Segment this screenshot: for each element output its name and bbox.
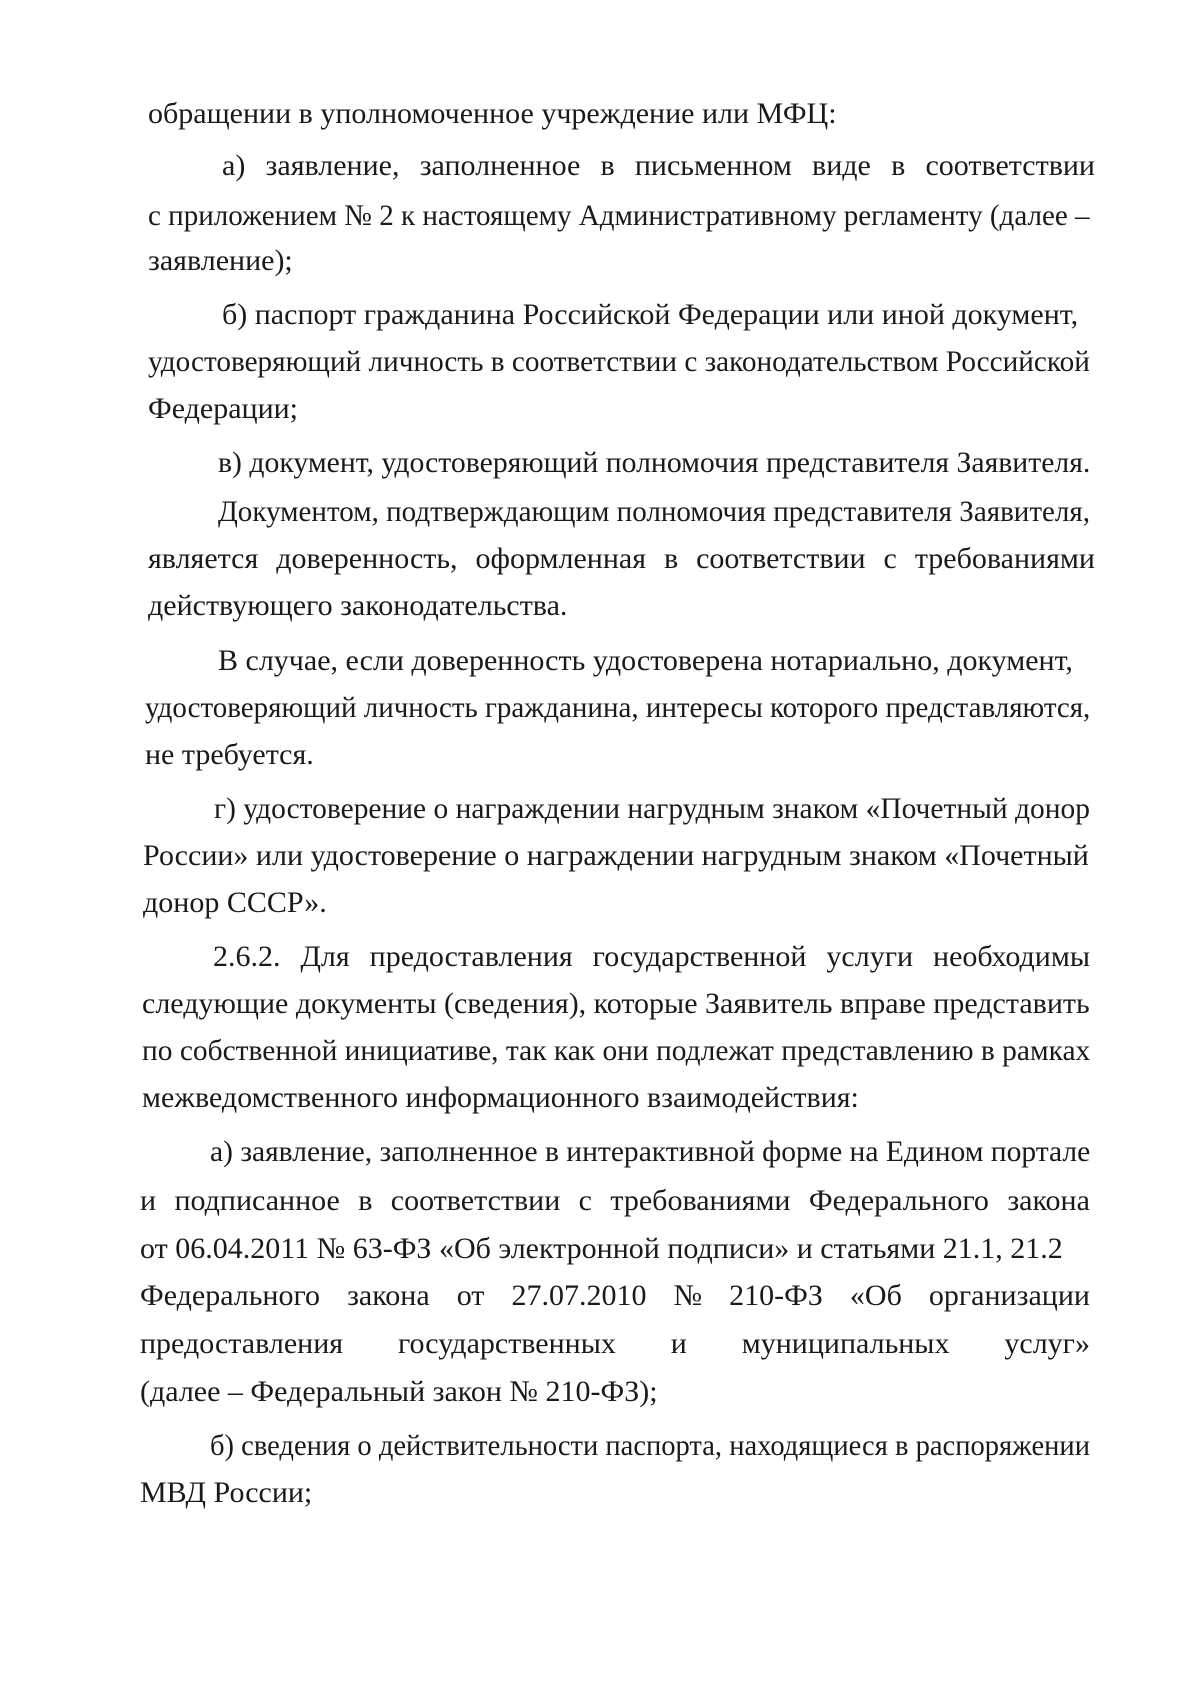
text-line: Федерации; xyxy=(148,392,299,425)
word: необходимы xyxy=(933,940,1090,973)
word: в xyxy=(891,149,906,182)
word: 2.6.2. xyxy=(213,940,281,973)
word: подписанное xyxy=(174,1184,340,1217)
word: доверенность, xyxy=(276,542,458,575)
word: является xyxy=(148,542,259,575)
word: 27.07.2010 xyxy=(511,1279,647,1312)
word: государственной xyxy=(592,940,807,973)
text-line: по собственной инициативе, так как они подлежат представлению в рамках xyxy=(142,1034,1091,1067)
text-line xyxy=(148,539,1095,579)
text-line: удостоверяющий личность в соответствии с законодательством Российской xyxy=(148,345,1090,378)
text-line: от 06.04.2011 № 63-ФЗ «Об электронной подписи» и статьями 21.1, 21.2 xyxy=(140,1232,1063,1265)
text-line: в) документ, удостоверяющий полномочия представителя Заявителя. xyxy=(218,446,1091,479)
word: соответствии xyxy=(390,1184,561,1217)
word: закона xyxy=(347,1279,430,1312)
word: соответствии xyxy=(696,542,866,575)
text-line: (далее – Федеральный закон № 210-ФЗ); xyxy=(140,1375,658,1408)
word: организации xyxy=(928,1279,1090,1312)
text-line: действующего законодательства. xyxy=(148,589,568,622)
word: услуг» xyxy=(1004,1327,1090,1360)
word: заполненное xyxy=(419,149,581,182)
word: заявление, xyxy=(265,149,400,182)
word: соответствии xyxy=(925,149,1095,182)
text-line: В случае, если доверенность удостоверена нотариально, документ, xyxy=(218,644,1073,677)
word: «Об xyxy=(849,1279,902,1312)
text-line: б) сведения о действительности паспорта, находящиеся в распоряжении xyxy=(210,1429,1090,1462)
word: с xyxy=(883,542,897,575)
word: в xyxy=(358,1184,373,1217)
word: Федерального xyxy=(808,1184,989,1217)
word: 210-ФЗ xyxy=(729,1279,823,1312)
text-line: Документом, подтверждающим полномочия представителя Заявителя, xyxy=(218,495,1091,528)
text-line: донор СССР». xyxy=(143,886,327,919)
word: виде xyxy=(812,149,871,182)
text-line: не требуется. xyxy=(145,738,314,771)
text-line: удостоверяющий личность гражданина, интересы которого представляются, xyxy=(145,691,1091,724)
text-line xyxy=(140,1181,1090,1221)
word: Федерального xyxy=(140,1279,321,1312)
text-line: России» или удостоверение о награждении нагрудным знаком «Почетный xyxy=(143,839,1089,872)
word: предоставления xyxy=(369,940,573,973)
word: № xyxy=(673,1279,703,1312)
word: от xyxy=(456,1279,485,1312)
word: и xyxy=(140,1184,157,1217)
text-line: г) удостоверение о награждении нагрудным знаком «Почетный донор xyxy=(214,792,1090,825)
text-line: б) паспорт гражданина Российской Федерации или иной документ, xyxy=(222,298,1079,331)
word: в xyxy=(663,542,679,575)
word: государственных xyxy=(397,1327,616,1360)
word: Для xyxy=(300,940,350,973)
word: закона xyxy=(1007,1184,1090,1217)
text-line: а) заявление, заполненное в интерактивной форме на Едином портале xyxy=(210,1135,1091,1168)
text-line: межведомственного информационного взаимодействия: xyxy=(142,1081,859,1114)
text-line xyxy=(222,146,1095,186)
text-line xyxy=(140,1276,1090,1316)
word: услуги xyxy=(826,940,914,973)
text-line: обращении в уполномоченное учреждение или МФЦ: xyxy=(148,97,837,130)
word: а) xyxy=(222,149,246,182)
word: требованиями xyxy=(610,1184,791,1217)
word: оформленная xyxy=(475,542,646,575)
text-line: заявление); xyxy=(148,244,293,277)
text-line: следующие документы (сведения), которые Заявитель вправе представить xyxy=(142,987,1090,1020)
word: муниципальных xyxy=(741,1327,950,1360)
word: требованиями xyxy=(914,542,1095,575)
text-line: с приложением № 2 к настоящему Административному регламенту (далее – xyxy=(148,199,1090,232)
word: в xyxy=(600,149,615,182)
text-line xyxy=(140,1324,1090,1364)
word: предоставления xyxy=(140,1327,344,1360)
word: письменном xyxy=(634,149,792,182)
word: с xyxy=(578,1184,592,1217)
text-line: МВД России; xyxy=(140,1476,313,1509)
text-line xyxy=(213,937,1090,977)
word: и xyxy=(670,1327,687,1360)
